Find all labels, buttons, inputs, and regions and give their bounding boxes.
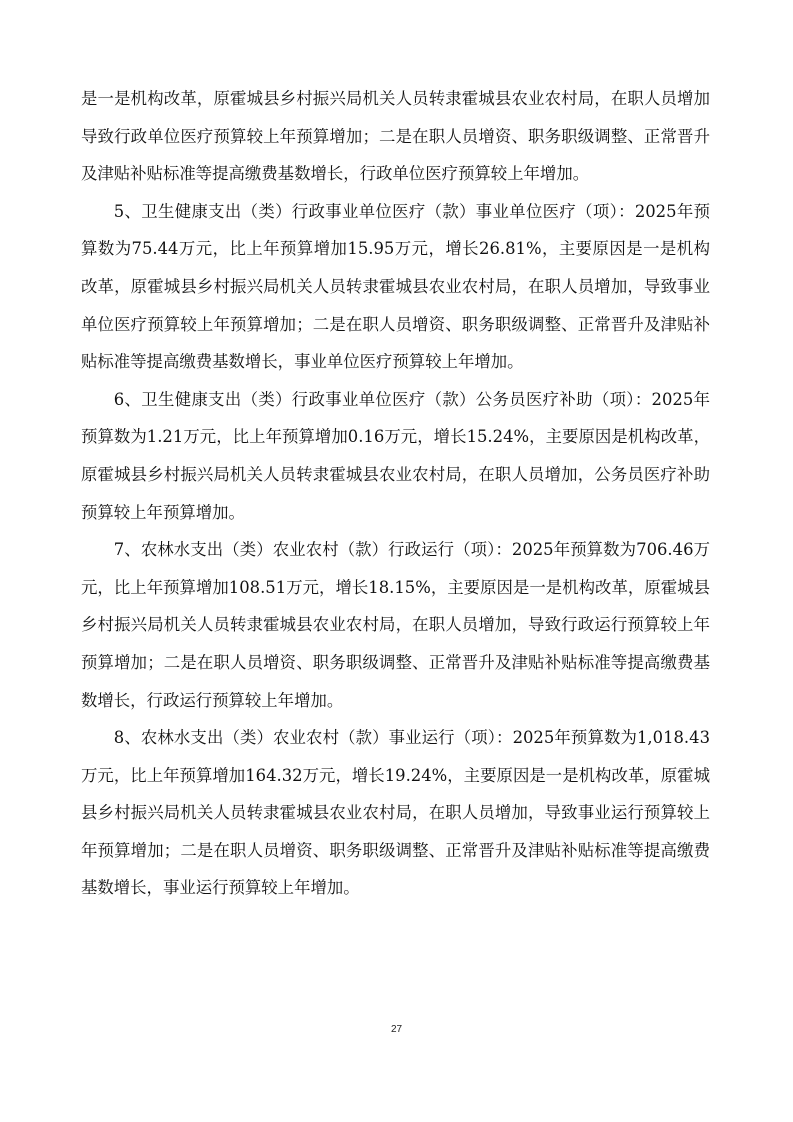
page-number: 27 — [390, 1024, 403, 1035]
paragraph-item-7: 7、农林水支出（类）农业农村（款）行政运行（项）：2025年预算数为706.46万元，比上年预算增加108.51万元，增长18.15%，主要原因是一是机构改革，原霍城县乡村振兴局机关人员转隶霍城县农业农村局，在职人员增加，导致行政运行预算较上年预算增加；二是在职人员增资、职务职级调整、正常晋升及津贴补贴标准等提高缴费基数增长，行政运行预算较上年增加。 — [81, 540, 710, 710]
paragraph-continuation: 是一是机构改革，原霍城县乡村振兴局机关人员转隶霍城县农业农村局，在职人员增加导致行政单位医疗预算较上年预算增加；二是在职人员增资、职务职级调整、正常晋升及津贴补贴标准等提高缴费基数增长，行政单位医疗预算较上年增加。 — [81, 89, 710, 184]
document-body — [81, 80, 710, 907]
paragraph-item-8: 8、农林水支出（类）农业农村（款）事业运行（项）：2025年预算数为1,018.43万元，比上年预算增加164.32万元，增长19.24%，主要原因是一是机构改革，原霍城县乡村振兴局机关人员转隶霍城县农业农村局，在职人员增加，导致事业运行预算较上年预算增加；二是在职人员增资、职务职级调整、正常晋升及津贴补贴标准等提高缴费基数增长，事业运行预算较上年增加。 — [81, 728, 710, 898]
paragraph-item-5: 5、卫生健康支出（类）行政事业单位医疗（款）事业单位医疗（项）：2025年预算数为75.44万元，比上年预算增加15.95万元，增长26.81%，主要原因是一是机构改革，原霍城县乡村振兴局机关人员转隶霍城县农业农村局，在职人员增加，导致事业单位医疗预算较上年预算增加；二是在职人员增资、职务职级调整、正常晋升及津贴补贴标准等提高缴费基数增长，事业单位医疗预算较上年增加。 — [81, 201, 710, 372]
paragraph-item-6: 6、卫生健康支出（类）行政事业单位医疗（款）公务员医疗补助（项）：2025年预算数为1.21万元，比上年预算增加0.16万元，增长15.24%，主要原因是机构改革，原霍城县乡村振兴局机关人员转隶霍城县农业农村局，在职人员增加，公务员医疗补助预算较上年预算增加。 — [81, 389, 710, 522]
